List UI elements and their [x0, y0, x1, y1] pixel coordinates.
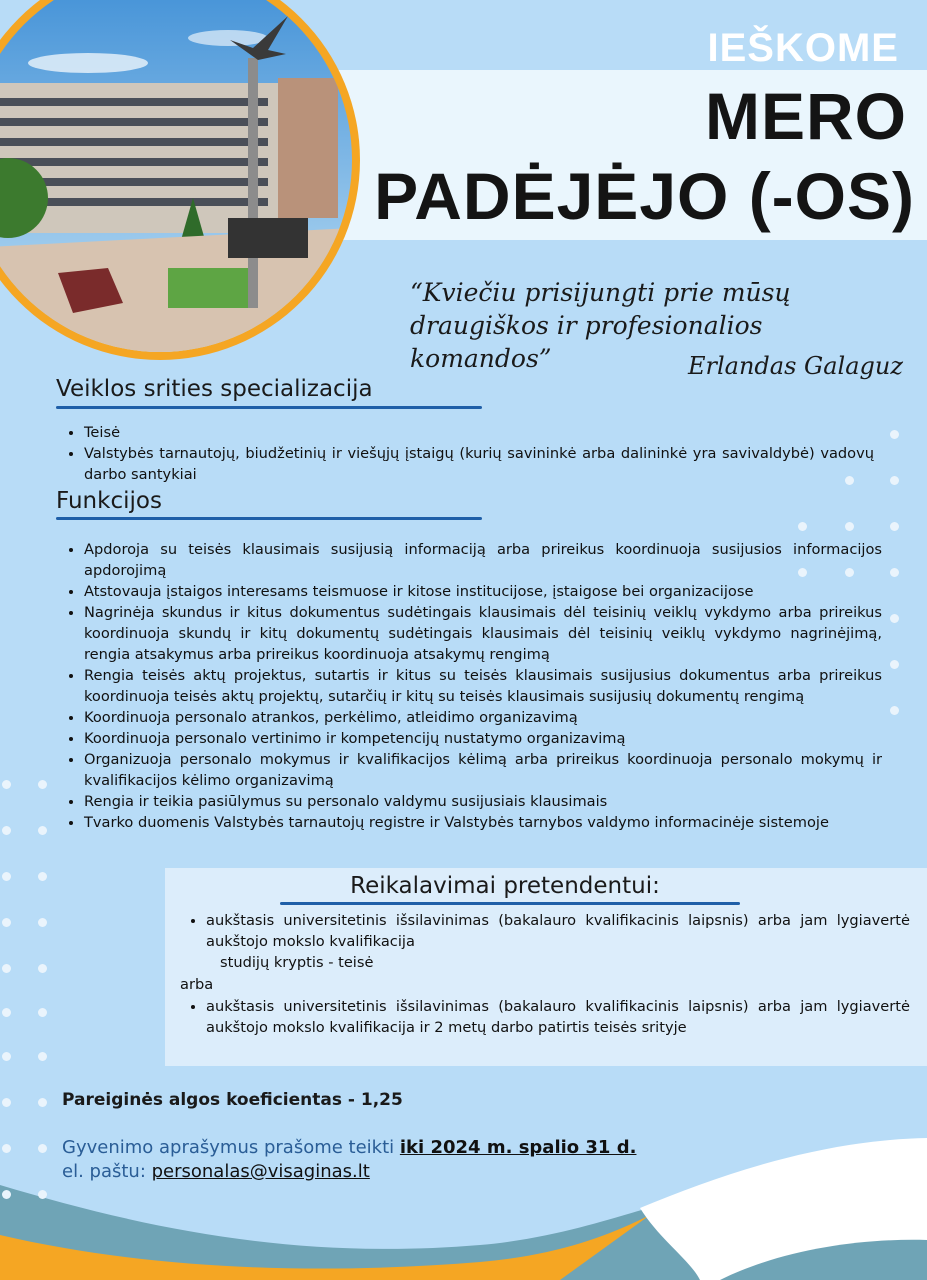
quote-author: Erlandas Galaguz: [688, 352, 903, 380]
specialization-list: [58, 422, 874, 485]
requirements-list: [180, 910, 910, 1038]
decor-dot: [2, 872, 11, 881]
decor-dot: [890, 430, 899, 439]
decor-dot: [798, 522, 807, 531]
phone-icon: ✆: [670, 1208, 702, 1240]
decor-dot: [2, 918, 11, 927]
specialization-rule: [56, 406, 482, 409]
decor-dot: [38, 780, 47, 789]
deadline: iki 2024 m. spalio 31 d.: [399, 1137, 637, 1158]
list-item: • Atstovauja įstaigos interesams teismuose ir kitose institucijose, įstaigose bei organizacijose: [84, 581, 882, 602]
decor-dot: [890, 476, 899, 485]
decor-dot: [38, 1190, 47, 1199]
decor-dot: [2, 1144, 11, 1153]
specialization-heading: Veiklos srities specializacija: [56, 376, 373, 402]
decor-dot: [890, 706, 899, 715]
list-item: • Tvarko duomenis Valstybės tarnautojų registre ir Valstybės tarnybos valdymo informacinėje sistemoje: [84, 812, 882, 833]
decor-dot: [890, 614, 899, 623]
decor-dot: [845, 522, 854, 531]
requirement-or: arba: [180, 976, 214, 993]
kicker-text: IEŠKOME: [707, 26, 899, 70]
list-item: • Valstybės tarnautojų, biudžetinių ir viešųjų įstaigų (kurių savininkė arba dalininkė yra savivaldybė) vadovų darbo santykiai: [84, 443, 874, 485]
decor-dot: [38, 826, 47, 835]
phone-contact[interactable]: [670, 1208, 903, 1240]
decor-dot: [38, 964, 47, 973]
decor-dot: [2, 964, 11, 973]
list-item: • Apdoroja su teisės klausimais susijusią informaciją arba prireikus koordinuoja susijusios informacijos apdorojimą: [84, 539, 882, 581]
decor-dot: [38, 1052, 47, 1061]
list-item: • Rengia ir teikia pasiūlymus su personalo valdymu susijusiais klausimais: [84, 791, 882, 812]
list-item: • Teisė: [84, 422, 874, 443]
functions-heading: Funkcijos: [56, 488, 162, 514]
page-title-line2: PADĖJĖJO (-OS): [374, 159, 915, 233]
functions-list: [58, 539, 882, 833]
email-link[interactable]: personalas@visaginas.lt: [151, 1161, 370, 1182]
decor-dot: [38, 872, 47, 881]
contact-prefix: Gyvenimo aprašymus prašome teikti: [62, 1137, 400, 1158]
mayor-quote: “Kviečiu prisijungti prie mūsų draugiškos ir profesionalios komandos”: [410, 278, 791, 373]
decor-dot: [38, 918, 47, 927]
decor-dot: [38, 1008, 47, 1017]
decor-dot: [38, 1144, 47, 1153]
decor-dot: [2, 780, 11, 789]
list-item: • aukštasis universitetinis išsilavinimas (bakalauro kvalifikacinis laipsnis) arba jam lygiavertė aukštojo mokslo kvalifikacija ir 2 metų darbo patirtis teisės srityje: [206, 996, 910, 1038]
decor-dot: [2, 1052, 11, 1061]
functions-rule: [56, 517, 482, 520]
requirements-rule: [280, 902, 740, 905]
phone-number: +370 (386) 31 916: [712, 1212, 904, 1236]
decor-dot: [2, 826, 11, 835]
decor-dot: [890, 568, 899, 577]
contact-block: [62, 1136, 636, 1184]
decor-dot: [2, 1190, 11, 1199]
decor-dot: [890, 522, 899, 531]
list-item: • Rengia teisės aktų projektus, sutartis ir kitus su teisės klausimais susijusius dokumentus arba prireikus koordinuoja teisės aktų projektų, sutarčių ir kitų su teisės klausimais susijusių dokumentų rengimą: [84, 665, 882, 707]
salary-coefficient: Pareiginės algos koeficientas - 1,25: [62, 1090, 403, 1110]
page-title-line1: MERO: [705, 79, 907, 153]
decor-dot: [2, 1008, 11, 1017]
email-prefix: el. paštu:: [62, 1161, 152, 1182]
list-item: • Koordinuoja personalo atrankos, perkėlimo, atleidimo organizavimą: [84, 707, 882, 728]
list-item: • Nagrinėja skundus ir kitus dokumentus sudėtingais klausimais dėl teisinių veiklų vykdymo arba prireikus koordinuoja skundų ir kitų dokumentų sudėtingais klausimais dėl teisinių veiklų vykdymo nagrinėjimą, rengia atsakymus arba prireikus koordinuoja atsakymų rengimą: [84, 602, 882, 665]
list-item: • aukštasis universitetinis išsilavinimas (bakalauro kvalifikacinis laipsnis) arba jam lygiavertė aukštojo mokslo kvalifikacija: [206, 910, 910, 952]
requirements-heading: Reikalavimai pretendentui:: [350, 873, 660, 899]
list-item: • Koordinuoja personalo vertinimo ir kompetencijų nustatymo organizavimą: [84, 728, 882, 749]
list-item: • Organizuoja personalo mokymus ir kvalifikacijos kėlimą arba prireikus koordinuoja personalo mokymų ir kvalifikacijos kėlimo organizavimą: [84, 749, 882, 791]
decor-dot: [2, 1098, 11, 1107]
decor-dot: [38, 1098, 47, 1107]
requirement-study-field: studijų kryptis - teisė: [220, 954, 374, 971]
decor-dot: [890, 660, 899, 669]
